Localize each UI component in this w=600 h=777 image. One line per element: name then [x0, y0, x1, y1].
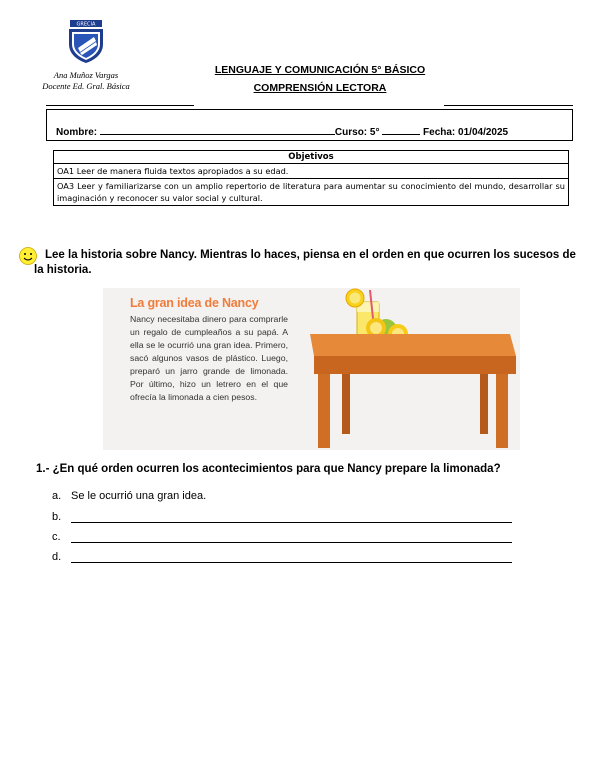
- teacher-signature: [36, 70, 136, 92]
- course-label: Curso: 5°: [334, 127, 383, 138]
- objectives-table: [53, 150, 569, 206]
- story-text: Nancy necesitaba dinero para comprarle un regalo de cumpleaños a su papá. A ella se le ocurrió una gran idea. Primero, sacó algunos vasos de plástico. Luego, preparó un jarro grande de limonada. Por último, hizo un letrero en el que ofrecía la limonada a cien pesos.: [130, 314, 288, 402]
- lemonade-table-illustration: [300, 288, 520, 450]
- table-leg: [496, 374, 508, 448]
- question-1: 1.- ¿En qué orden ocurren los acontecimientos para que Nancy prepare la limonada?: [36, 463, 501, 475]
- school-logo: [66, 20, 106, 64]
- answer-line-b[interactable]: [71, 522, 512, 523]
- option-letter: b.: [52, 511, 62, 523]
- objectives-heading: Objetivos: [54, 151, 569, 164]
- header-divider-left: [46, 105, 194, 106]
- reading-instruction: Lee la historia sobre Nancy. Mientras lo haces, piensa en el orden en que ocurren los sucesos de la historia.: [34, 249, 576, 276]
- answer-line-d[interactable]: [71, 562, 512, 563]
- name-blank[interactable]: [100, 125, 335, 135]
- student-info-line: [56, 125, 508, 138]
- option-letter: c.: [52, 531, 61, 543]
- subject-title: LENGUAJE Y COMUNICACIÓN 5° BÁSICO: [214, 64, 426, 76]
- story-title: La gran idea de Nancy: [130, 296, 259, 310]
- teacher-name: Ana Muñoz Vargas: [53, 70, 119, 80]
- table-leg: [480, 374, 488, 434]
- objective-item: OA1 Leer de manera fluida textos apropiados a su edad.: [54, 164, 569, 179]
- date-label: Fecha: 01/04/2025: [420, 127, 509, 138]
- table-leg: [318, 374, 330, 448]
- objective-item: OA3 Leer y familiarizarse con un amplio repertorio de literatura para aumentar su conocimiento del mundo, desarrollar su imaginación y reconocer su valor social y cultural.: [54, 179, 569, 206]
- svg-text:GRECIA: GRECIA: [76, 21, 96, 28]
- option-answer: Se le ocurrió una gran idea.: [71, 490, 207, 502]
- option-letter: a.: [52, 490, 62, 502]
- table-leg: [342, 374, 350, 434]
- name-label: Nombre:: [56, 127, 100, 138]
- answer-line-c[interactable]: [71, 542, 512, 543]
- table-top: [310, 334, 516, 356]
- teacher-role: Docente Ed. Gral. Básica: [42, 81, 130, 91]
- header-divider-right: [444, 105, 573, 106]
- worksheet-type: COMPRENSIÓN LECTORA: [253, 82, 387, 94]
- course-blank[interactable]: [382, 125, 420, 135]
- option-letter: d.: [52, 551, 62, 563]
